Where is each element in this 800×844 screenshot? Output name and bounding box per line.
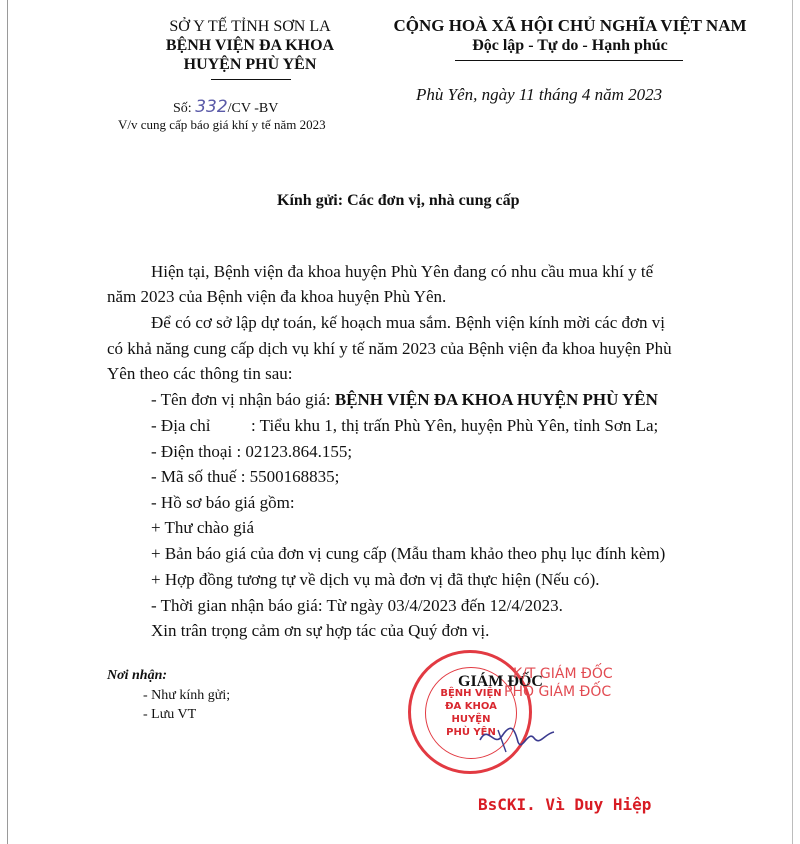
national-motto: Độc lập - Tự do - Hạnh phúc (472, 37, 668, 54)
place-date: Phù Yên, ngày 11 tháng 4 năm 2023 (416, 85, 663, 104)
recipients-item-2: - Lưu VT (143, 707, 197, 722)
para2-line1: Để có cơ sở lập dự toán, kế hoạch mua sắm. Bệnh viện kính mời các đơn vị (151, 313, 665, 332)
stamp-deputy-director: PHÓ GIÁM ĐỐC (504, 684, 612, 700)
hospital-name-line2: HUYỆN PHÙ YÊN (183, 56, 317, 73)
director-title: GIÁM ĐỐC (458, 673, 543, 690)
para2-line2: có khả năng cung cấp dịch vụ khí y tế năm 2023 của Bệnh viện đa khoa huyện Phù (107, 339, 672, 358)
seal-line-3: HUYỆN (451, 714, 491, 725)
phone-line: - Điện thoại : 02123.864.155; (151, 442, 353, 461)
doc-number-handwritten: 332 (195, 97, 228, 117)
page-border-left (7, 0, 8, 844)
recipient-unit-line (151, 390, 658, 410)
para2-line3: Yên theo các thông tin sau: (107, 364, 293, 383)
header-left-underline (211, 79, 291, 80)
document-subject: V/v cung cấp báo giá khí y tế năm 2023 (118, 117, 326, 132)
salutation: Kính gửi: Các đơn vị, nhà cung cấp (277, 192, 520, 209)
page-border-right (792, 0, 793, 844)
signer-name: BsCKI. Vì Duy Hiệp (478, 795, 652, 814)
country-name: CỘNG HOÀ XÃ HỘI CHỦ NGHĨA VIỆT NAM (393, 16, 747, 35)
documents-header: - Hồ sơ báo giá gồm: (151, 493, 295, 512)
para1-line2: năm 2023 của Bệnh viện đa khoa huyện Phù Yên. (107, 287, 447, 306)
tax-code-line: - Mã số thuế : 5500168835; (151, 467, 340, 486)
address-value: : Tiểu khu 1, thị trấn Phù Yên, huyện Phù Yên, tỉnh Sơn La; (251, 416, 659, 435)
seal-line-4: PHÙ YÊN (446, 727, 496, 738)
recipient-unit-label: - Tên đơn vị nhận báo giá: (151, 390, 335, 409)
recipients-item-1: - Như kính gửi; (143, 688, 231, 703)
documents-item-3: + Hợp đồng tương tự về dịch vụ mà đơn vị đã thực hiện (Nếu có). (151, 570, 600, 589)
doc-number-suffix: /CV -BV (227, 101, 279, 116)
para1-line1: Hiện tại, Bệnh viện đa khoa huyện Phù Yên đang có nhu cầu mua khí y tế (151, 262, 654, 281)
ministry-name: SỞ Y TẾ TỈNH SƠN LA (169, 18, 331, 35)
documents-item-2: + Bản báo giá của đơn vị cung cấp (Mẫu tham khảo theo phụ lục đính kèm) (151, 544, 666, 563)
seal-line-2: ĐA KHOA (445, 701, 497, 712)
seal-line-1: BỆNH VIỆN (440, 688, 502, 699)
handwritten-signature (470, 718, 560, 758)
document-number (173, 97, 278, 117)
doc-number-prefix: Số: (173, 101, 192, 116)
hospital-name-line1: BỆNH VIỆN ĐA KHOA (165, 37, 335, 54)
recipients-title: Nơi nhận: (107, 668, 168, 683)
thanks-line: Xin trân trọng cảm ơn sự hợp tác của Quý đơn vị. (151, 621, 490, 640)
deadline-line: - Thời gian nhận báo giá: Từ ngày 03/4/2023 đến 12/4/2023. (151, 596, 563, 615)
stamp-kt-director: K/T GIÁM ĐỐC (513, 666, 613, 682)
documents-item-1: + Thư chào giá (151, 518, 254, 537)
recipient-unit-value: BỆNH VIỆN ĐA KHOA HUYỆN PHÙ YÊN (334, 390, 658, 409)
motto-underline (455, 60, 683, 61)
address-label: - Địa chỉ (151, 416, 211, 435)
